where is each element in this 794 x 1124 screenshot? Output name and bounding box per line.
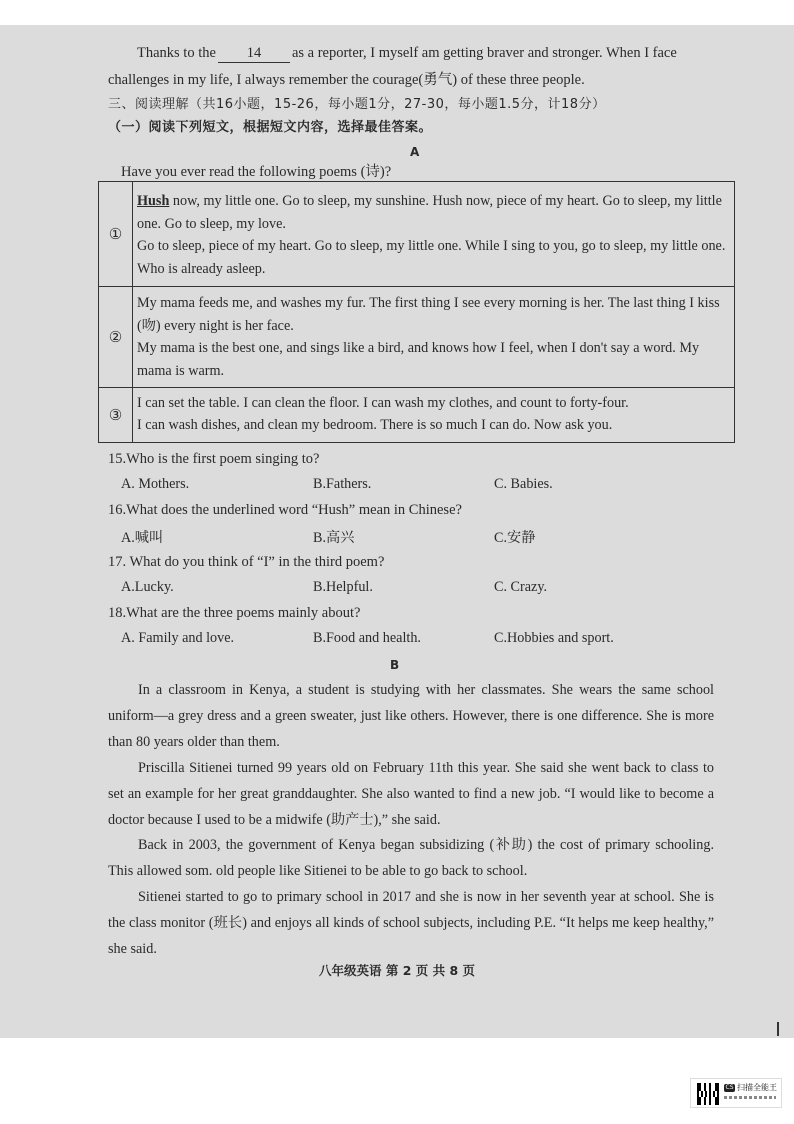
q18-option-c: C.Hobbies and sport. xyxy=(494,630,614,646)
q17-option-c: C. Crazy. xyxy=(494,579,548,595)
passage-b-paragraph-1: In a classroom in Kenya, a student is studying with her classmates. She wears the same school uniform—a grey dress and a green sweater, just like others. However, there is one difference. She is more than 80 years older than them. xyxy=(108,682,714,750)
q18-option-a: A. Family and love. xyxy=(121,630,235,646)
section-subtitle: （一）阅读下列短文，根据短文内容，选择最佳答案。 xyxy=(108,120,433,135)
question-15: 15.Who is the first poem singing to? xyxy=(108,451,320,467)
scanner-watermark xyxy=(690,1078,782,1108)
intro-text-a: Thanks to the xyxy=(137,45,216,61)
question-17: 17. What do you think of “I” in the third poem? xyxy=(108,554,385,570)
poem-number: ③ xyxy=(99,387,133,442)
passage-b-label: B xyxy=(390,658,400,672)
scanner-app-name: 扫描全能王 xyxy=(737,1083,777,1092)
q17-option-b: B.Helpful. xyxy=(313,579,373,595)
poem-row-2 xyxy=(99,286,734,388)
question-18: 18.What are the three poems mainly about? xyxy=(108,605,361,621)
poem-row-3 xyxy=(99,387,734,442)
q16-option-c: C.安静 xyxy=(494,530,536,546)
intro-line-2: challenges in my life, I always remember the courage(勇气) of these three people. xyxy=(108,72,585,88)
q16-option-a: A.喊叫 xyxy=(121,530,164,546)
poem-number: ② xyxy=(99,286,133,387)
q16-option-b: B.高兴 xyxy=(313,530,355,546)
blank-14: 14 xyxy=(218,44,290,63)
passage-b-paragraph-2: Priscilla Sitienei turned 99 years old on February 11th this year. She said she went back to class to set an example for her great granddaughter. She also wanted to find a new job. “I would like to become a doctor because I used to be a midwife (助产士),” she said. xyxy=(108,760,714,828)
passage-a-intro: Have you ever read the following poems (诗)? xyxy=(121,164,392,180)
passage-a-label: A xyxy=(410,145,420,159)
q15-option-c: C. Babies. xyxy=(494,476,553,492)
poem-text: Hush now, my little one. Go to sleep, my sunshine. Hush now, piece of my heart. Go to sleep, my little one. Go to sleep, my love. Go to sleep, piece of my heart. Go to sleep, my little one. While I sing to you, go to sleep, my little one. Who is already asleep. xyxy=(137,193,726,277)
q15-option-b: B.Fathers. xyxy=(313,476,372,492)
poem-text: I can set the table. I can clean the floor. I can wash my clothes, and count to forty-four. I can wash dishes, and clean my bedroom. There is so much I can do. Now ask you. xyxy=(137,395,629,433)
qr-code-icon xyxy=(697,1083,719,1105)
intro-text-b: as a reporter, I myself am getting braver and stronger. When I face xyxy=(291,45,677,61)
question-16: 16.What does the underlined word “Hush” mean in Chinese? xyxy=(108,502,462,518)
page-footer: 八年级英语 第 2 页 共 8 页 xyxy=(318,963,475,978)
edge-mark xyxy=(777,1022,779,1036)
poem-row-1 xyxy=(99,182,734,287)
poem-number: ① xyxy=(99,182,133,286)
section-title: 三、阅读理解（共16小题，15-26，每小题1分，27-30，每小题1.5分，计18分） xyxy=(108,97,606,112)
passage-b-paragraph-3: Back in 2003, the government of Kenya began subsidizing (补助) the cost of primary schooling. This allowed som. old people like Sitienei to be able to go back to school. xyxy=(108,837,714,879)
q17-option-a: A.Lucky. xyxy=(121,579,174,595)
camscanner-logo-icon: CS xyxy=(725,1084,734,1091)
poems-table xyxy=(98,181,735,443)
q18-option-b: B.Food and health. xyxy=(313,630,421,646)
poem-text: My mama feeds me, and washes my fur. The first thing I see every morning is her. The last thing I kiss (吻) every night is her face. My mama is the best one, and sings like a bird, and knows how I feel, when I don't say a word. My mama is warm. xyxy=(137,295,720,379)
q15-option-a: A. Mothers. xyxy=(121,476,190,492)
intro-line-1 xyxy=(137,44,677,63)
passage-b-paragraph-4: Sitienei started to go to primary school in 2017 and she is now in her seventh year at school. She is the class monitor (班长) and enjoys all kinds of school subjects, including P.E. “It helps me keep healthy,” she said. xyxy=(108,889,714,957)
underlined-word: Hush xyxy=(137,193,170,209)
scanner-subtext xyxy=(724,1096,776,1099)
